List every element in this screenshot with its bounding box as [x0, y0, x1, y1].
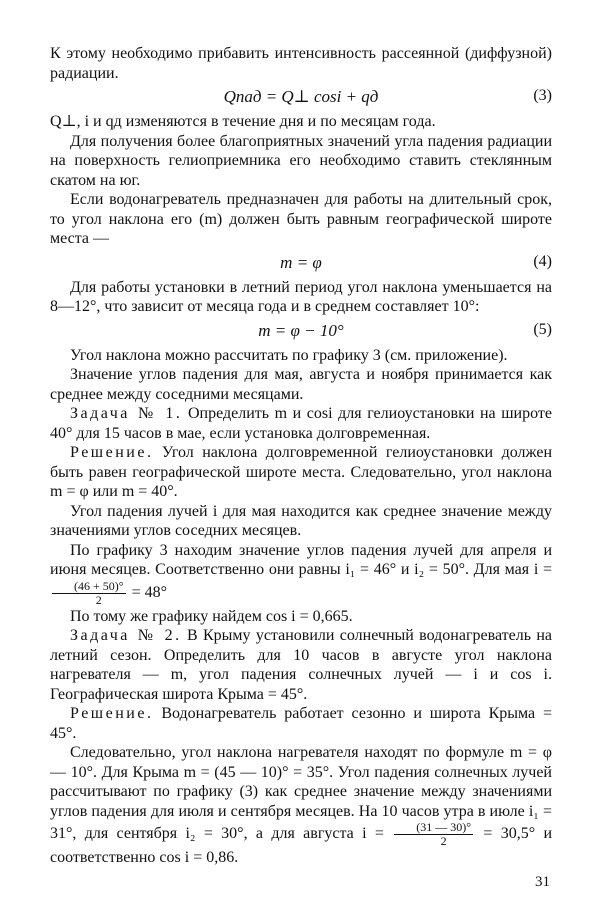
formula-5-expression: m = φ − 10° — [258, 320, 344, 340]
solution-2-label: Решение. — [70, 705, 154, 722]
solution-1-label: Решение. — [70, 444, 154, 461]
paragraph-months: Значение углов падения для мая, августа и ноября принимается как среднее между соседними месяцами. — [50, 366, 552, 403]
fraction-may-denominator: 2 — [95, 592, 102, 607]
paragraph-graph-ref: Угол наклона можно рассчитать по графику 3 (см. приложение). — [70, 346, 508, 364]
formula-5 — [50, 319, 552, 344]
solution-1-text: Угол наклона долговременной гелиоустановки должен быть равен географической широте места. Следовательно, угол наклона m = φ или m = 40°. — [50, 444, 553, 500]
paragraph-solution-1 — [50, 443, 552, 502]
task-2-text: В Крыму установили солнечный водонагреватель на летний сезон. Определить для 10 часов в августе угол наклона нагревателя — m, угол падения солнечных лучей — i и cos i. Географическая широта Крыма = 45°. — [50, 627, 553, 703]
paragraph-task-1 — [50, 404, 552, 443]
page-number: 31 — [535, 874, 550, 890]
task-1-text: Определить m и cosi для гелиоустановки на широте 40° для 15 часов в мае, если установка долговременная. — [50, 405, 553, 442]
graph-3-result: = 48° — [131, 583, 167, 601]
formula-3 — [50, 85, 552, 110]
formula-3-expression: Qпад = Q⊥ cosi + qд — [223, 87, 379, 106]
conclusion-text: Следовательно, угол наклона нагревателя находят по формуле m = φ — 10°. Для Крыма m = (45 — 10)° = 35°. Угол падения солнечных лучей рассчитывают по графику (3) как среднее значение между значениями углов падения для июля и сентября месяцев. На 10 часов утра в июле i₁ = 31°, для сентября i₂ = 30°, а для августа i = — [50, 744, 552, 843]
formula-3-number: (3) — [533, 87, 552, 104]
paragraph-task-2 — [50, 626, 552, 704]
fraction-may-numerator: (46 + 50)° — [52, 580, 126, 594]
task-1-label: Задача № 1. — [70, 405, 183, 422]
paragraph-summer: Для работы установки в летний период угол наклона уменьшается на 8—12°, что зависит от месяца года и в среднем составляет 10°: — [50, 278, 552, 315]
formula-5-number: (5) — [533, 320, 552, 338]
paragraph-intro: К этому необходимо прибавить интенсивность рассеянной (диффузной) радиации. — [50, 45, 552, 82]
page-body — [50, 44, 552, 884]
paragraph-solution-2 — [50, 704, 552, 743]
paragraph-conclusion — [50, 743, 552, 868]
paragraph-long-term: Если водонагреватель предназначен для работы на длительный срок, то угол наклона его (m) должен быть равным географической широте места — — [50, 191, 552, 247]
formula-4-number: (4) — [533, 252, 552, 270]
fraction-august — [394, 821, 473, 848]
task-2-label: Задача № 2. — [70, 627, 182, 644]
formula-4-expression: m = φ — [280, 252, 322, 272]
conclusion-result: = 30,5° и соответственно cos i = 0,86. — [50, 825, 553, 866]
formula-4 — [50, 251, 552, 276]
fraction-august-numerator: (31 — 30)° — [394, 821, 473, 835]
fraction-may — [52, 580, 126, 607]
paragraph-cos-value: По тому же графику найдем cos i = 0,665. — [70, 607, 353, 625]
graph-3-text: По графику 3 находим значение углов падения лучей для апреля и июня месяцев. Соответственно они равны i₁ = 46° и i₂ = 50°. Для мая i = — [50, 541, 552, 578]
fraction-august-denominator: 2 — [440, 834, 447, 848]
paragraph-graph-3-values — [50, 541, 552, 607]
solution-2-text: Водонагреватель работает сезонно и широта Крыма = 45°. — [50, 705, 553, 742]
paragraph-incidence-may: Угол падения лучей i для мая находится как среднее значение между значениями углов соседних месяцев. — [50, 502, 552, 539]
paragraph-variables: Q⊥, i и qд изменяются в течение дня и по месяцам года. — [50, 113, 436, 130]
paragraph-orientation: Для получения более благоприятных значений угла падения радиации на поверхность гелиоприемника его необходимо ставить стеклянным скатом на юг. — [50, 132, 552, 189]
